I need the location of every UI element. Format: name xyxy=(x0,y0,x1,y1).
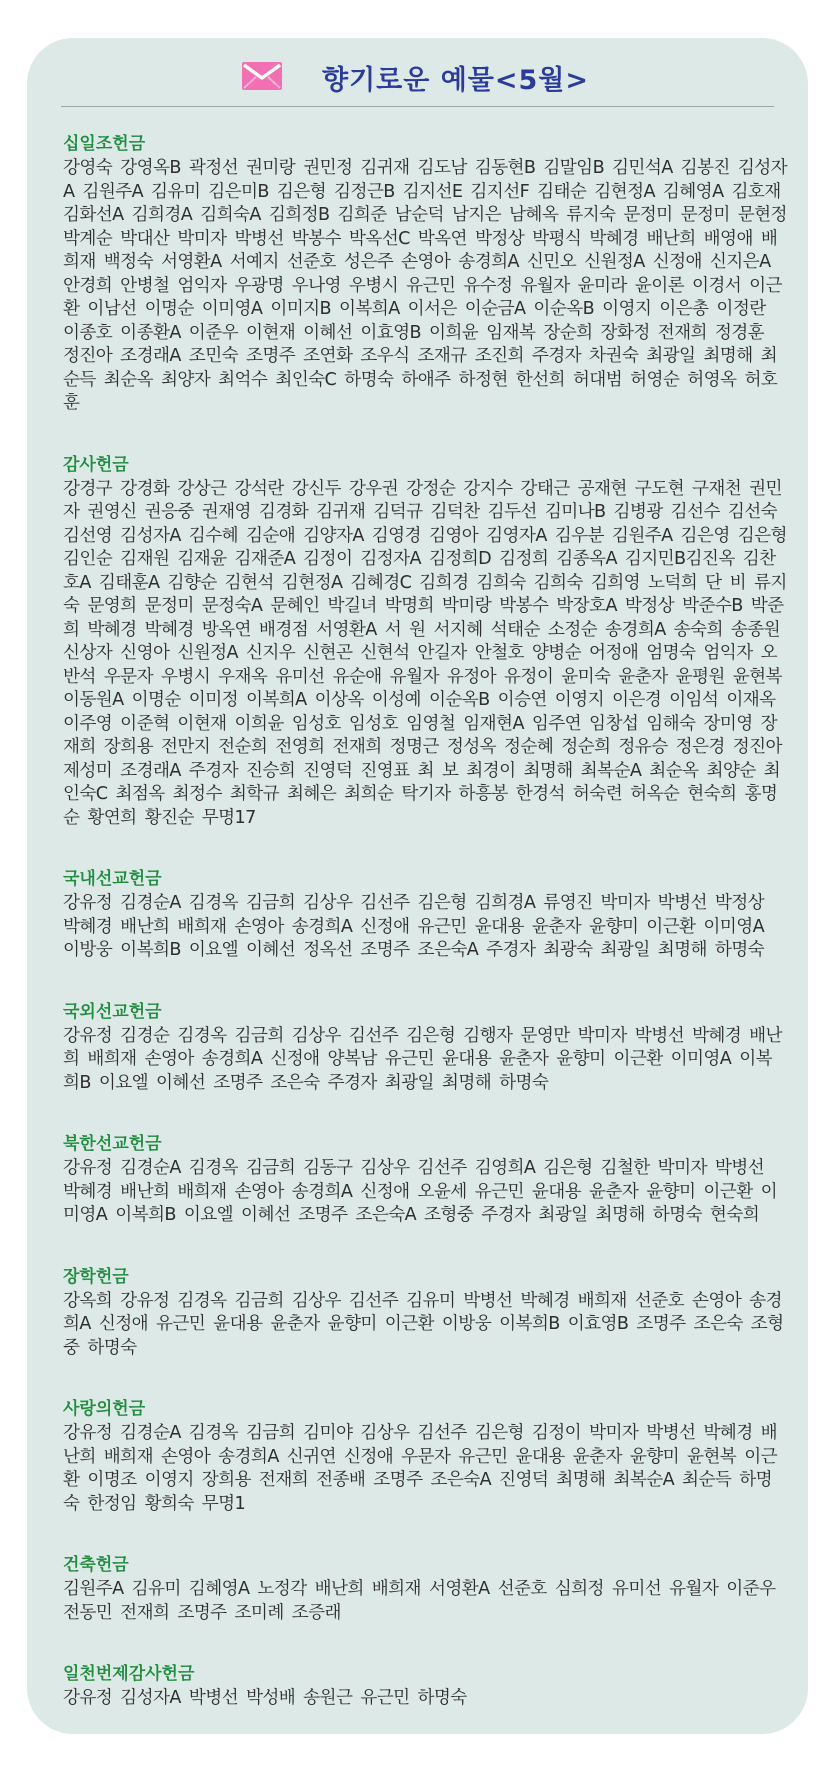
envelope-icon xyxy=(241,60,283,92)
section-title: 감사헌금 xyxy=(63,454,129,475)
donor-names: 강옥희 강유정 김경옥 김금희 김상우 김선주 김유미 박병선 박혜경 배희재 선준호 손영아 송경희A 신정애 유근민 윤대용 윤춘자 윤향미 이근환 이방웅 이복희B 이효영B 조명주 조은숙 조형중 하명숙 xyxy=(63,1290,784,1358)
section-title: 장학헌금 xyxy=(63,1266,129,1287)
donor-names: 강유정 김경순A 김경옥 김금희 김미야 김상우 김선주 김은형 김정이 박미자 박병선 박혜경 배난희 배희재 손영아 송경희A 신귀연 신정애 우문자 유근민 윤대용 윤춘자 윤향미 윤현복 이근환 이명조 이영지 장희용 전재희 전종배 조명주 조은숙A 진영덕 최명해 최복순A 최순득 하명숙 한정임 황희숙 무명1 xyxy=(63,1423,777,1514)
section-title: 국내선교헌금 xyxy=(63,869,162,889)
donor-names: 김원주A 김유미 김혜영A 노정각 배난희 배희재 서영환A 선준호 심희정 유미선 유월자 이준우 전동민 전재희 조명주 조미례 조증래 xyxy=(63,1579,776,1623)
section-tithe xyxy=(63,134,788,416)
section-foreign-mission xyxy=(63,1002,788,1096)
section-thousand-offering xyxy=(63,1664,788,1711)
page-title: 향기로운 예물<5월> xyxy=(322,65,590,96)
offering-sections xyxy=(63,134,788,1750)
donor-names: 강경구 강경화 강상근 강석란 강신두 강우권 강정순 강지수 강태근 공재현 구도현 구재천 권민자 권영신 권응중 권재영 김경화 김귀재 김덕규 김덕찬 김두선 김미나B 김병광 김선수 김선숙 김선영 김성자A 김수혜 김순애 김양자A 김영경 김영아 김영자A 김우분 김원주A 김은영 김은형 김인순 김재원 김재윤 김재준A 김정이 김정자A 김정희D 김정희 김종옥A 김지민B김진옥 김찬호A 김태훈A 김향순 김현석 김현정A 김혜경C 김희경 김희숙 김희숙 김희영 노덕희 단 비 류지숙 문영희 문정미 문정숙A 문혜인 박길녀 박명희 박미랑 박봉수 박장호A 박정상 박준수B 박준희 박혜경 박혜경 방옥연 배경점 서영환A 서 원 서지혜 석태순 소정순 송경희A 송숙희 송종원 신상자 신영아 신원정A 신지우 신현곤 신현석 안길자 안철호 양병순 어정애 엄명숙 엄익자 오반석 우문자 우병시 우재옥 유미선 유순애 유월자 유정아 유정이 윤미숙 윤춘자 윤평원 윤현복 이동원A 이명순 이미정 이복희A 이상옥 이성예 이순옥B 이승연 이영지 이은경 이임석 이재옥 이주영 이준혁 이현재 이희윤 임성호 임성호 임영철 임재현A 임주연 임창섭 임해숙 장미영 장재희 장희용 전만지 전순희 전영희 전재희 정명근 정성옥 정순혜 정순희 정유승 정은경 정진아 제성미 조경래A 주경자 진승희 진영덕 진영표 최 보 최경이 최명해 최복순A 최순옥 최양순 최인숙C 최점옥 최정수 최학규 최혜은 최희순 탁기자 하흥봉 한경석 허숙련 허옥순 현숙희 홍명순 황연희 황진순 무명17 xyxy=(63,478,787,828)
section-north-korea-mission xyxy=(63,1134,788,1228)
page-header xyxy=(27,52,808,102)
section-title: 북한선교헌금 xyxy=(63,1134,162,1154)
donor-names: 강영숙 강영옥B 곽정선 권미랑 권민정 김귀재 김도남 김동현B 김말임B 김민석A 김봉진 김성자A 김원주A 김유미 김은미B 김은형 김정근B 김지선E 김지선F 김태순 김현정A 김혜영A 김호재 김화선A 김희경A 김희숙A 김희정B 김희준 남순덕 남지은 남혜옥 류지숙 문정미 문정미 문현정 박계순 박대산 박미자 박병선 박봉수 박옥선C 박옥연 박정상 박평식 박혜경 배난희 배영애 배희재 백정숙 서영환A 서예지 선준호 성은주 손영아 송경희A 신민오 신원정A 신정애 신지은A 안경희 안병철 엄익자 우광명 우나영 우병시 유근민 유수정 유월자 윤미라 윤이론 이경서 이근환 이남선 이명순 이미영A 이미지B 이복희A 이서은 이순금A 이순옥B 이영지 이은총 이정란 이종호 이종환A 이준우 이현재 이혜선 이효영B 이희윤 임재복 장순희 장화정 전재희 정경훈 정진아 조경래A 조민숙 조명주 조연화 조우식 조재규 조진희 주경자 차권숙 최광일 최명해 최순득 최순옥 최양자 최억수 최인숙C 하명숙 하애주 하정현 한선희 허대범 허영순 허영옥 허호훈 xyxy=(63,158,788,413)
section-title: 십일조헌금 xyxy=(63,134,146,154)
section-scholarship xyxy=(63,1267,788,1361)
offering-card xyxy=(27,38,808,1734)
section-title: 국외선교헌금 xyxy=(63,1001,162,1022)
donor-names: 강유정 김경순A 김경옥 김금희 김상우 김선주 김은형 김희경A 류영진 박미자 박병선 박정상 박혜경 배난희 배희재 손영아 송경희A 신정애 유근민 윤대용 윤춘자 윤향미 이근환 이미영A 이방웅 이복희B 이요엘 이혜선 정옥선 조명주 조은숙A 주경자 최광숙 최광일 최명해 하명숙 xyxy=(63,893,765,960)
donor-names: 강유정 김성자A 박병선 박성배 송원근 유근민 하명숙 xyxy=(63,1688,467,1708)
section-title: 건축헌금 xyxy=(63,1555,129,1575)
section-building xyxy=(63,1555,788,1625)
section-title: 일천번제감사헌금 xyxy=(63,1664,195,1684)
section-title: 사랑의헌금 xyxy=(63,1399,146,1419)
donor-names: 강유정 김경순 김경옥 김금희 김상우 김선주 김은형 김행자 문영만 박미자 박병선 박혜경 배난희 배희재 손영아 송경희A 신정애 양복남 유근민 윤대용 윤춘자 윤향미 이근환 이미영A 이복희B 이요엘 이혜선 조명주 조은숙 주경자 최광일 최명해 하명숙 xyxy=(63,1025,782,1093)
section-love xyxy=(63,1399,788,1516)
header-divider xyxy=(61,106,774,107)
donor-names: 강유정 김경순A 김경옥 김금희 김동구 김상우 김선주 김영희A 김은형 김철한 박미자 박병선 박혜경 배난희 배희재 손영아 송경희A 신정애 오윤세 유근민 윤대용 윤춘자 윤향미 이근환 이미영A 이복희B 이요엘 이혜선 조명주 조은숙A 조형중 주경자 최광일 최명해 하명숙 현숙희 xyxy=(63,1158,777,1225)
section-thanksgiving xyxy=(63,455,788,831)
section-domestic-mission xyxy=(63,869,788,963)
